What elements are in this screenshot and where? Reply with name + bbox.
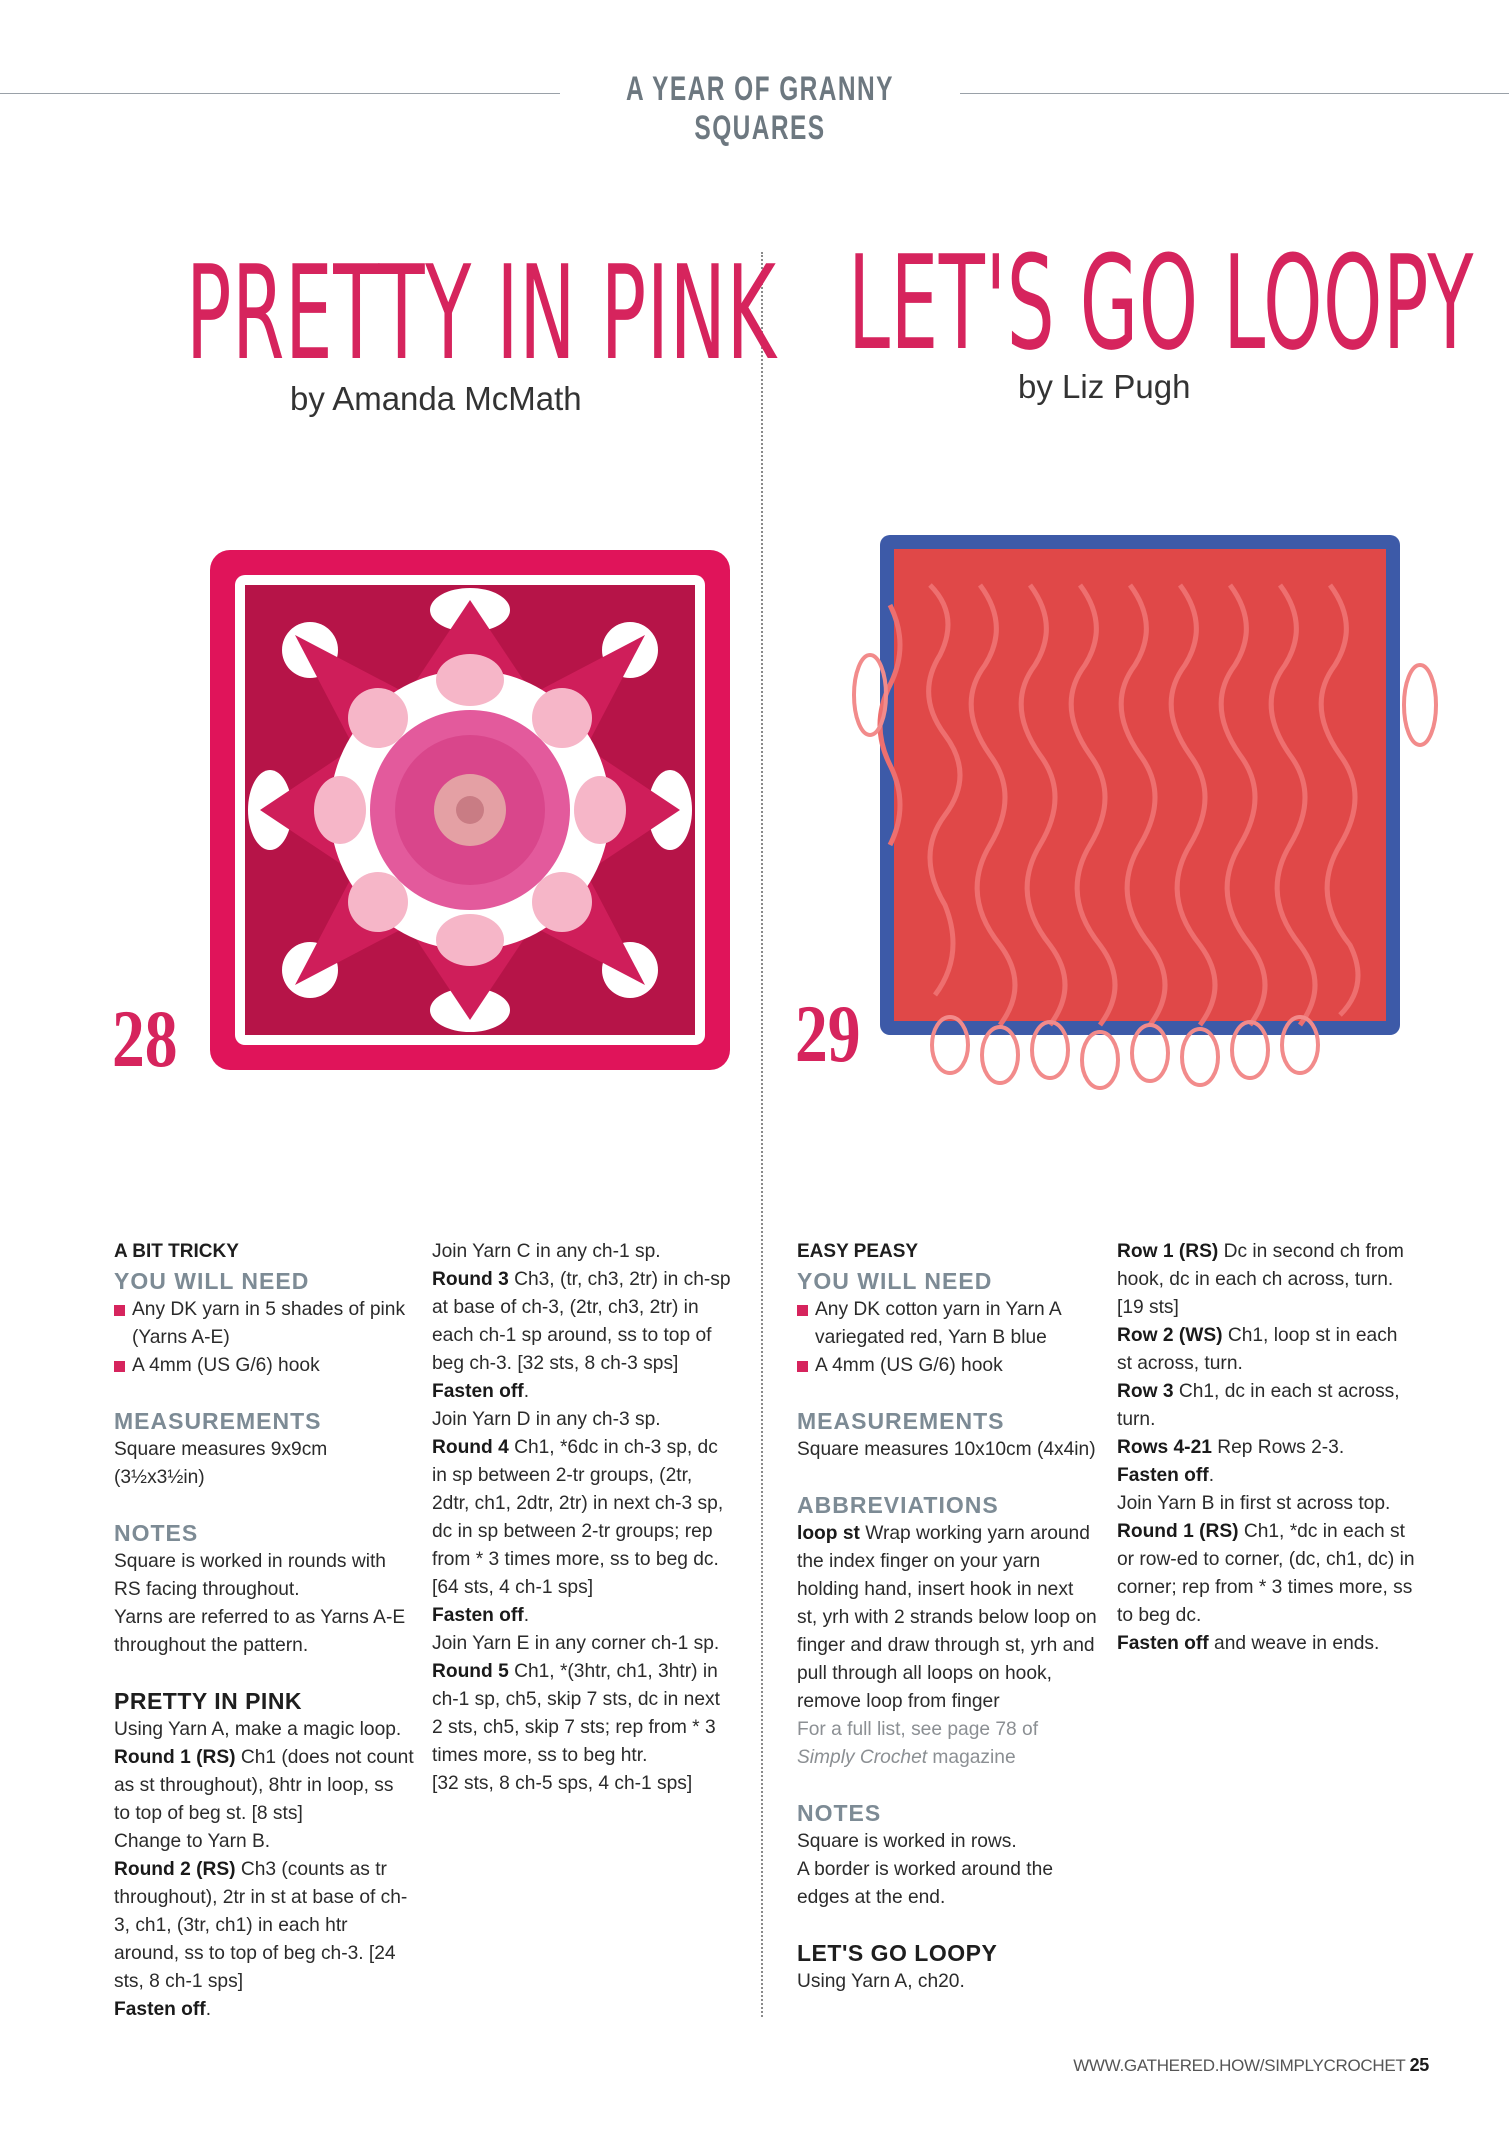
right-row-2 — [1117, 1322, 1417, 1378]
left-round-5 — [432, 1658, 732, 1770]
left-column-1 — [114, 1238, 414, 2024]
right-pattern-title: LET'S GO LOOPY — [848, 227, 1475, 379]
column-divider — [761, 252, 763, 2017]
left-measurements-text: Square measures 9x9cm (3½x3½in) — [114, 1439, 328, 1488]
left-notes-line: Yarns are referred to as Yarns A-E throughout the pattern. — [114, 1607, 406, 1656]
left-round-4-text: Ch1, *6dc in ch-3 sp, dc in sp between 2-tr groups, (2tr, 2dtr, ch1, 2dtr, 2tr) in next ch-3 sp, dc in sp between 2-tr groups; rep from * 3 times more, ss to beg dc. [64 sts, 4 ch-1 sps] — [432, 1437, 724, 1598]
left-round-3-text: Ch3, (tr, ch3, 2tr) in ch-sp at base of ch-3, (2tr, ch3, 2tr) in each ch-1 sp around, ss to top of beg ch-3. [32 sts, 8 ch-3 sps] — [432, 1269, 731, 1374]
page-number: 25 — [1409, 2055, 1429, 2075]
fasten-off-label: Fasten off — [1117, 1633, 1209, 1654]
loop-st-term: loop st — [797, 1523, 860, 1544]
header-rule-right — [960, 93, 1509, 94]
lets-go-loopy-square-photo — [850, 525, 1440, 1105]
right-rows-4-21 — [1117, 1434, 1417, 1462]
fasten-off-label: Fasten off — [1117, 1465, 1209, 1486]
right-need-item: Any DK cotton yarn in Yarn A variegated red, Yarn B blue — [797, 1296, 1085, 1352]
left-notes-line: Square is worked in rounds with RS facing throughout. — [114, 1551, 386, 1600]
right-abbreviations-heading: ABBREVIATIONS — [797, 1492, 999, 1518]
left-need-item: A 4mm (US G/6) hook — [114, 1352, 414, 1380]
left-need-item: Any DK yarn in 5 shades of pink (Yarns A-E) — [114, 1296, 414, 1352]
right-square-number: 29 — [795, 988, 861, 1079]
fasten-off-label: Fasten off — [114, 1999, 206, 2020]
left-you-will-need-heading: YOU WILL NEED — [114, 1268, 310, 1294]
right-abbreviation-loop-st — [797, 1520, 1097, 1716]
left-round-4-label: Round 4 — [432, 1437, 509, 1458]
left-fasten-off-1: Fasten off. — [114, 1999, 212, 2020]
left-round-2-label: Round 2 (RS) — [114, 1859, 236, 1880]
right-round-1 — [1117, 1518, 1417, 1630]
right-byline: by Liz Pugh — [1018, 368, 1191, 405]
footer-url: WWW.GATHERED.HOW/SIMPLYCROCHET — [1073, 2056, 1406, 2075]
left-round-1-text: Ch1 (does not count as st throughout), 8htr in loop, ss to top of beg st. [8 sts] — [114, 1747, 414, 1824]
left-round-5-text: Ch1, *(3htr, ch1, 3htr) in ch-1 sp, ch5, skip 7 sts, dc in next 2 sts, ch5, skip 7 sts; rep from * 3 times more, ss to beg htr. — [432, 1661, 720, 1766]
right-notes-heading: NOTES — [797, 1800, 882, 1826]
left-round-3-label: Round 3 — [432, 1269, 509, 1290]
left-round-4 — [432, 1434, 732, 1602]
right-fasten-off-1: Fasten off. — [1117, 1465, 1215, 1486]
right-notes-line: A border is worked around the edges at the end. — [797, 1859, 1053, 1908]
right-pattern-intro: Using Yarn A, ch20. — [797, 1971, 965, 1992]
left-difficulty: A BIT TRICKY — [114, 1241, 239, 1262]
left-pattern-heading: PRETTY IN PINK — [114, 1688, 303, 1714]
left-round-2-text: Ch3 (counts as tr throughout), 2tr in st at base of ch-3, ch1, (3tr, ch1) in each htr around, ss to top of beg ch-3. [24 sts, 8 ch-1 sps] — [114, 1859, 408, 1992]
left-measurements-heading: MEASUREMENTS — [114, 1408, 322, 1434]
pretty-in-pink-square-photo — [200, 540, 740, 1080]
right-difficulty: EASY PEASY — [797, 1241, 919, 1262]
right-full-list-note: For a full list, see page 78 of — [797, 1719, 1039, 1740]
left-round-1 — [114, 1744, 414, 1828]
left-round-1-label: Round 1 (RS) — [114, 1747, 236, 1768]
right-need-item: A 4mm (US G/6) hook — [797, 1352, 1097, 1380]
right-row-1-label: Row 1 (RS) — [1117, 1241, 1219, 1262]
fasten-off-label: Fasten off — [432, 1605, 524, 1626]
right-join-b: Join Yarn B in first st across top. — [1117, 1493, 1391, 1514]
left-join-e: Join Yarn E in any corner ch-1 sp. — [432, 1633, 720, 1654]
magazine-suffix: magazine — [927, 1747, 1016, 1768]
right-row-3 — [1117, 1378, 1417, 1434]
loop-st-definition: Wrap working yarn around the index finger on your yarn holding hand, insert hook in next st, yrh with 2 strands below loop on finger and draw through st, yrh and pull through all loops on hook, remove loop from finger — [797, 1523, 1097, 1712]
page-footer — [1073, 2055, 1429, 2076]
right-round-1-label: Round 1 (RS) — [1117, 1521, 1239, 1542]
right-row-1 — [1117, 1238, 1417, 1322]
right-row-3-label: Row 3 — [1117, 1381, 1174, 1402]
left-pattern-title: PRETTY IN PINK — [186, 237, 777, 389]
right-pattern-heading: LET'S GO LOOPY — [797, 1940, 998, 1966]
left-square-number: 28 — [112, 993, 178, 1084]
left-fasten-off-2: Fasten off. — [432, 1381, 530, 1402]
left-round-5-count: [32 sts, 8 ch-5 sps, 4 ch-1 sps] — [432, 1773, 693, 1794]
magazine-title: Simply Crochet — [797, 1747, 928, 1768]
running-header: A YEAR OF GRANNY SQUARES — [626, 70, 894, 147]
right-rows-label: Rows 4-21 — [1117, 1437, 1212, 1458]
left-change-yarn-b: Change to Yarn B. — [114, 1831, 271, 1852]
left-fasten-off-3: Fasten off. — [432, 1605, 530, 1626]
fasten-off-label: Fasten off — [432, 1381, 524, 1402]
fasten-off-text: and weave in ends. — [1208, 1633, 1380, 1654]
left-column-2 — [432, 1238, 732, 1798]
right-measurements-heading: MEASUREMENTS — [797, 1408, 1005, 1434]
right-round-1-text: Ch1, *dc in each st or row-ed to corner, (dc, ch1, dc) in corner; rep from * 3 times more, ss to beg dc. — [1117, 1521, 1415, 1626]
left-round-2 — [114, 1856, 414, 1996]
right-you-will-need-heading: YOU WILL NEED — [797, 1268, 993, 1294]
left-join-d: Join Yarn D in any ch-3 sp. — [432, 1409, 661, 1430]
left-round-5-label: Round 5 — [432, 1661, 509, 1682]
left-pattern-intro: Using Yarn A, make a magic loop. — [114, 1719, 402, 1740]
right-notes-line: Square is worked in rows. — [797, 1831, 1017, 1852]
left-notes-heading: NOTES — [114, 1520, 199, 1546]
right-fasten-off-2 — [1117, 1630, 1417, 1658]
right-row-1-text: Dc in second ch from hook, dc in each ch across, turn. [19 sts] — [1117, 1241, 1404, 1318]
header-rule-left — [0, 93, 560, 94]
left-byline: by Amanda McMath — [290, 380, 582, 417]
left-round-3 — [432, 1266, 732, 1378]
right-row-2-text: Ch1, loop st in each st across, turn. — [1117, 1325, 1398, 1374]
left-join-c: Join Yarn C in any ch-1 sp. — [432, 1241, 661, 1262]
right-magazine-ref — [797, 1744, 1097, 1772]
right-row-3-text: Ch1, dc in each st across, turn. — [1117, 1381, 1400, 1430]
right-measurements-text: Square measures 10x10cm (4x4in) — [797, 1439, 1096, 1460]
right-row-2-label: Row 2 (WS) — [1117, 1325, 1223, 1346]
right-rows-text: Rep Rows 2-3. — [1211, 1437, 1345, 1458]
right-column-1 — [797, 1238, 1097, 1996]
right-column-2 — [1117, 1238, 1417, 1658]
